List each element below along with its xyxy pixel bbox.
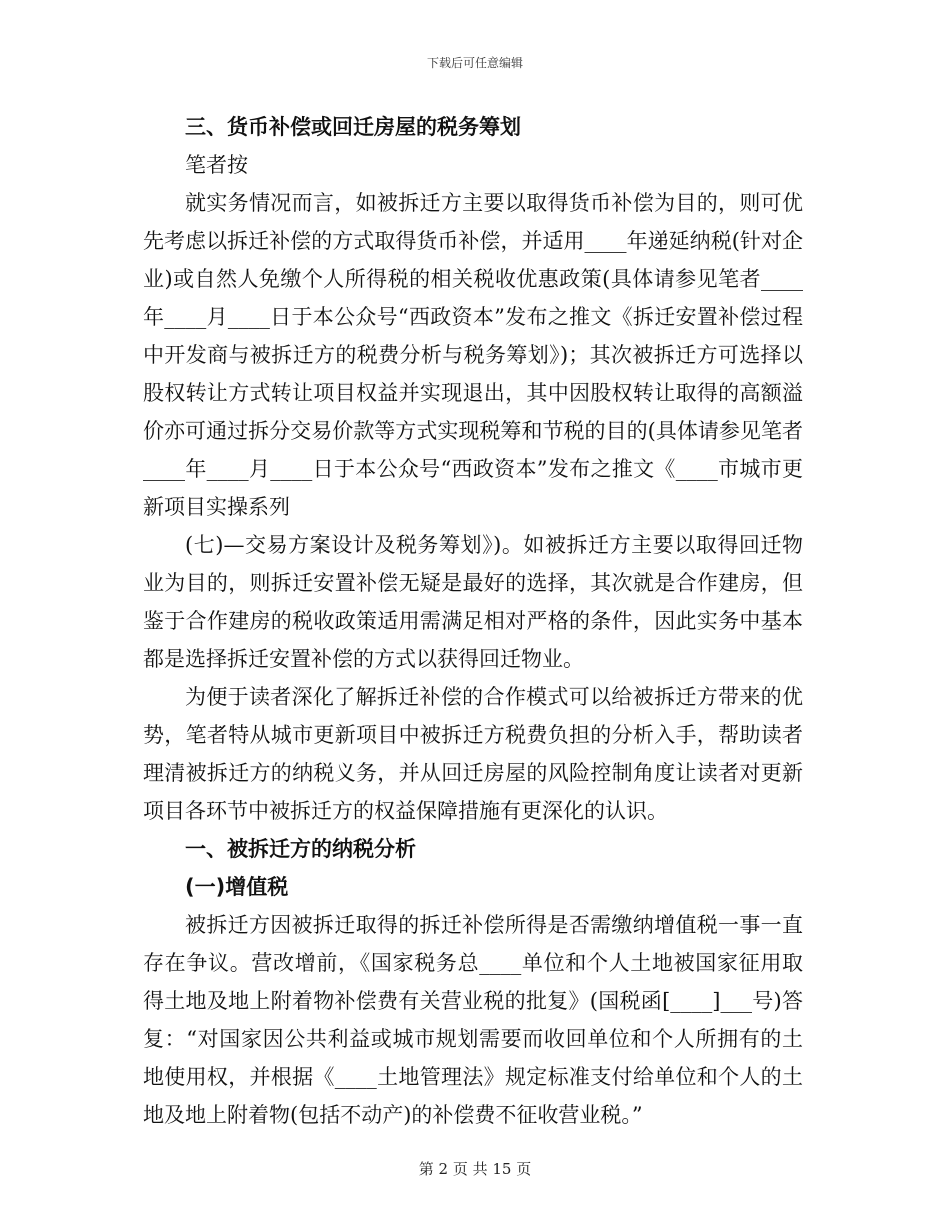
author-note: 笔者按 (185, 153, 248, 177)
document-body (143, 108, 803, 1134)
paragraph-3: 为便于读者深化了解拆迁补偿的合作模式可以给被拆迁方带来的优势，笔者特从城市更新项目中被拆迁方税费负担的分析入手，帮助读者理清被拆迁方的纳税义务，并从回迁房屋的风险控制角度让读者对更新项目各环节中被拆迁方的权益保障措施有更深化的认识。 (143, 685, 803, 823)
heading-vat: (一)增值税 (185, 875, 289, 899)
page-number-footer: 第 2 页 共 15 页 (418, 1160, 532, 1178)
paragraph-1: 就实务情况而言，如被拆迁方主要以取得货币补偿为目的，则可优先考虑以拆迁补偿的方式取得货币补偿，并适用____年递延纳税(针对企业)或自然人免缴个人所得税的相关税收优惠政策(具体请参见笔者____年____月____日于本公众号“西政资本”发布之推文《拆迁安置补偿过程中开发商与被拆迁方的税费分析与税务筹划》)；其次被拆迁方可选择以股权转让方式转让项目权益并实现退出，其中因股权转让取得的高额溢价亦可通过拆分交易价款等方式实现税筹和节税的目的(具体请参见笔者____年____月____日于本公众号“西政资本”发布之推文《____市城市更新项目实操系列 (143, 191, 803, 519)
page-header-note: 下载后可任意编辑 (426, 56, 523, 70)
heading-tax-analysis: 一、被拆迁方的纳税分析 (185, 837, 416, 861)
paragraph-2: (七)—交易方案设计及税务筹划》)。如被拆迁方主要以取得回迁物业为目的，则拆迁安置补偿无疑是最好的选择，其次就是合作建房，但鉴于合作建房的税收政策适用需满足相对严格的条件，因此实务中基本都是选择拆迁安置补偿的方式以获得回迁物业。 (143, 533, 803, 671)
paragraph-4: 被拆迁方因被拆迁取得的拆迁补偿所得是否需缴纳增值税一事一直存在争议。营改增前，《国家税务总____单位和个人土地被国家征用取得土地及地上附着物补偿费有关营业税的批复》(国税函[____]___号)答复：“对国家因公共利益或城市规划需要而收回单位和个人所拥有的土地使用权，并根据《____土地管理法》规定标准支付给单位和个人的土地及地上附着物(包括不动产)的补偿费不征收营业税。” (143, 913, 803, 1127)
section-title: 三、货币补偿或回迁房屋的税务筹划 (185, 115, 521, 139)
